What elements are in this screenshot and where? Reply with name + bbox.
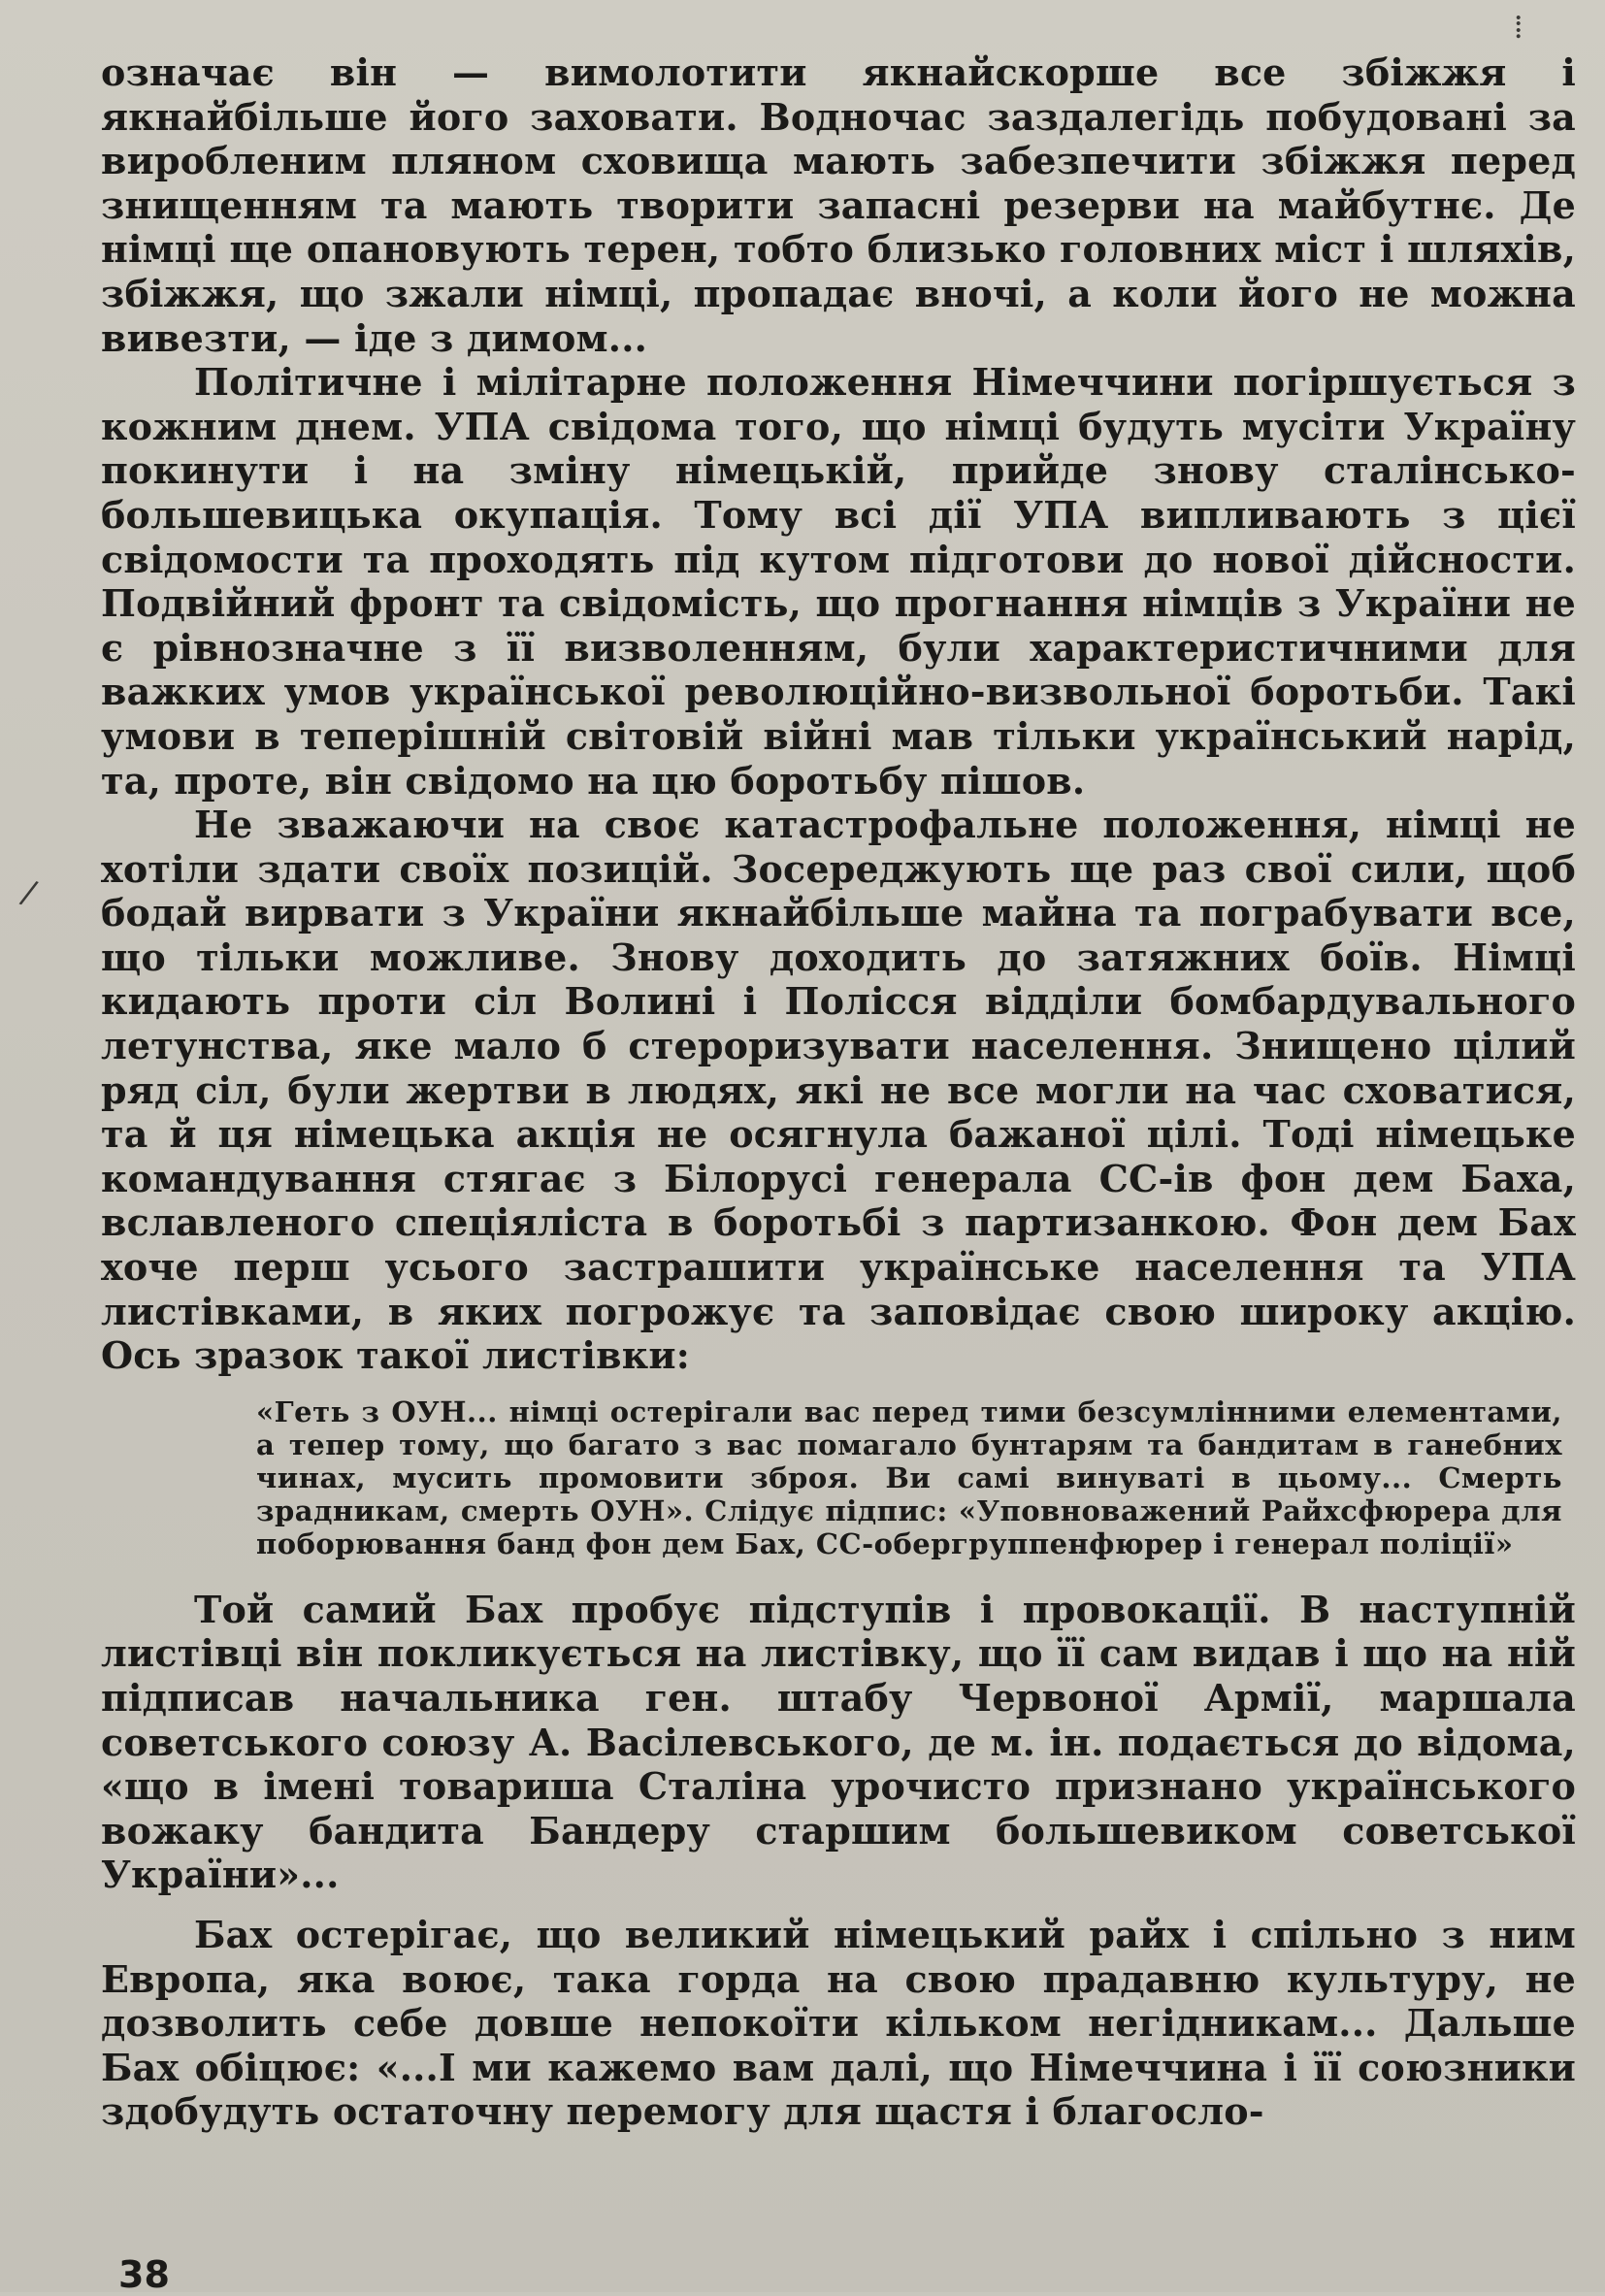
paragraph-1: означає він — вимолотити якнайскорше все збіжжя і якнайбільше його заховати. Водночас заздалегідь побудовані за виробленим пляном сховища мають забезпечити збіжжя перед знищенням та мають творити запасні резерви на майбутнє. Де німці ще опановують терен, тобто близько головних міст і шляхів, збіжжя, що зжали німці, пропадає вночі, а коли його не можна вивезти, — іде з димом... xyxy=(101,50,1576,360)
paragraph-5: Бах остерігає, що великий німецький райх і спільно з ним Европа, яка воює, така горда на свою прадавню культуру, не дозволить себе довше непокоїти кільком негідникам... Дальше Бах обіцює: «...І ми кажемо вам далі, що Німеччина і її союзники здобудуть остаточну перемогу для щастя і благосло- xyxy=(101,1912,1576,2134)
margin-mark: / xyxy=(16,872,41,913)
leaflet-quote: «Геть з ОУН... німці остерігали вас перед тими безсумлінними елементами, а тепер тому, що багато з вас помагало бунтарям та бандитам в ганебних чинах, мусить промовити зброя. Ви самі винуваті в цьому... Смерть зрадникам, смерть ОУН». Слідує підпис: «Уповноважений Райхсфюрера для поборювання банд фон дем Бах, СС-обергруппенфюрер і генерал поліції» xyxy=(256,1394,1562,1560)
margin-mark: ⁞ xyxy=(1514,8,1523,47)
paragraph-3: Не зважаючи на своє катастрофальне положення, німці не хотіли здати своїх позицій. Зосереджують ще раз свої сили, щоб бодай вирвати з України якнайбільше майна та пограбувати все, що тільки можливе. Знову доходить до затяжних боїв. Німці кидають проти сіл Волині і Полісся відділи бомбардувального летунства, яке мало б стероризувати населення. Знищено цілий ряд сіл, були жертви в людях, які не все могли на час сховатися, та й ця німецька акція не осягнула бажаної цілі. Тоді німецьке командування стягає з Білорусі генерала СС-ів фон дем Баха, вславленого спеціяліста в боротьбі з партизанкою. Фон дем Бах хоче перш усього застрашити українське населення та УПА листівками, в яких погрожує та заповідає свою широку акцію. Ось зразок такої листівки: xyxy=(101,803,1576,1378)
page-number: 38 xyxy=(118,2253,170,2296)
paragraph-2: Політичне і мілітарне положення Німеччини погіршується з кожним днем. УПА свідома того, що німці будуть мусіти Україну покинути і на зміну німецькій, прийде знову сталінсько-большевицька окупація. Тому всі дії УПА випливають з цієї свідомости та проходять під кутом підготови до нової дійсности. Подвійний фронт та свідомість, що прогнання німців з України не є рівнозначне з її визволенням, були характеристичними для важких умов української революційно-визвольної боротьби. Такі умови в теперішній світовій війні мав тільки український нарід, та, проте, він свідомо на цю боротьбу пішов. xyxy=(101,360,1576,803)
paragraph-4: Той самий Бах пробує підступів і провокації. В наступній листівці він покликується на листівку, що її сам видав і що на ній підписав начальника ген. штабу Червоної Армії, маршала советського союзу А. Васілевського, де м. ін. подається до відома, «що в імені товариша Сталіна урочисто признано українського вожаку бандита Бандеру старшим большевиком советської України»... xyxy=(101,1587,1576,1897)
